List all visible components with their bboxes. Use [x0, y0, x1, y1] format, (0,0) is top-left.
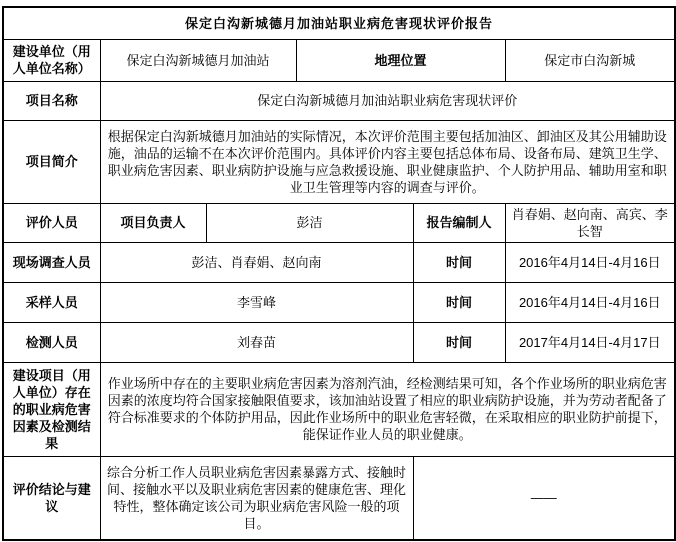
project-name-value: 保定白沟新城德月加油站职业病危害现状评价	[100, 81, 675, 120]
sampling-value: 李雪峰	[100, 282, 413, 322]
sampling-time-label: 时间	[413, 282, 505, 322]
unit-label: 建设单位（用人单位名称）	[3, 39, 100, 81]
project-intro-value: 根据保定白沟新城德月加油站的实际情况，本次评价范围主要包括加油区、卸油区及其公用辅助设施，油品的运输不在本次评价范围内。具体评价内容主要包括总体布局、设备布局、建筑卫生学、职业病危害因素、职业病防护设施与应急救援设施、职业健康监护、个人防护用品、辅助用室和职业卫生管理等内容的调查与评价。	[100, 120, 675, 203]
site-survey-row	[3, 242, 675, 282]
location-label: 地理位置	[296, 39, 505, 81]
site-survey-time-value: 2016年4月14日-4月16日	[505, 242, 675, 282]
conclusion-label: 评价结论与建议	[3, 456, 100, 540]
evaluators-row	[3, 203, 675, 242]
project-leader-label: 项目负责人	[100, 203, 206, 242]
sampling-row	[3, 282, 675, 322]
sampling-time-value: 2016年4月14日-4月16日	[505, 282, 675, 322]
sampling-label: 采样人员	[3, 282, 100, 322]
unit-value: 保定白沟新城德月加油站	[100, 39, 296, 81]
project-leader-value: 彭洁	[206, 203, 413, 242]
conclusion-placeholder: ——	[413, 456, 675, 540]
hazards-value: 作业场所中存在的主要职业病危害因素为溶剂汽油，经检测结果可知，各个作业场所的职业病危害因素的浓度均符合国家接触限值要求，该加油站设置了相应的职业病防护设施，并为劳动者配备了符合标准要求的个体防护用品，因此作业场所中的职业危害轻微，在采取相应的职业防护前提下，能保证作业人员的职业健康。	[100, 362, 675, 456]
testing-time-value: 2017年4月14日-4月17日	[505, 322, 675, 362]
hazards-row	[3, 362, 675, 456]
report-writer-value: 肖春娟、赵向南、高宾、李长智	[505, 203, 675, 242]
evaluation-report-table	[2, 6, 676, 541]
project-intro-row	[3, 120, 675, 203]
testing-row	[3, 322, 675, 362]
evaluators-label: 评价人员	[3, 203, 100, 242]
site-survey-time-label: 时间	[413, 242, 505, 282]
project-intro-label: 项目简介	[3, 120, 100, 203]
project-name-row	[3, 81, 675, 120]
site-survey-label: 现场调查人员	[3, 242, 100, 282]
testing-label: 检测人员	[3, 322, 100, 362]
hazards-label: 建设项目（用人单位）存在的职业病危害因素及检测结果	[3, 362, 100, 456]
conclusion-value: 综合分析工作人员职业病危害因素暴露方式、接触时间、接触水平以及职业病危害因素的健康危害、理化特性，整体确定该公司为职业病危害风险一般的项目。	[100, 456, 413, 540]
testing-value: 刘春苗	[100, 322, 413, 362]
report-title: 保定白沟新城德月加油站职业病危害现状评价报告	[3, 7, 675, 39]
site-survey-value: 彭洁、肖春娟、赵向南	[100, 242, 413, 282]
testing-time-label: 时间	[413, 322, 505, 362]
report-writer-label: 报告编制人	[413, 203, 505, 242]
location-value: 保定市白沟新城	[505, 39, 675, 81]
project-name-label: 项目名称	[3, 81, 100, 120]
conclusion-row	[3, 456, 675, 540]
unit-row	[3, 39, 675, 81]
title-row	[3, 7, 675, 39]
